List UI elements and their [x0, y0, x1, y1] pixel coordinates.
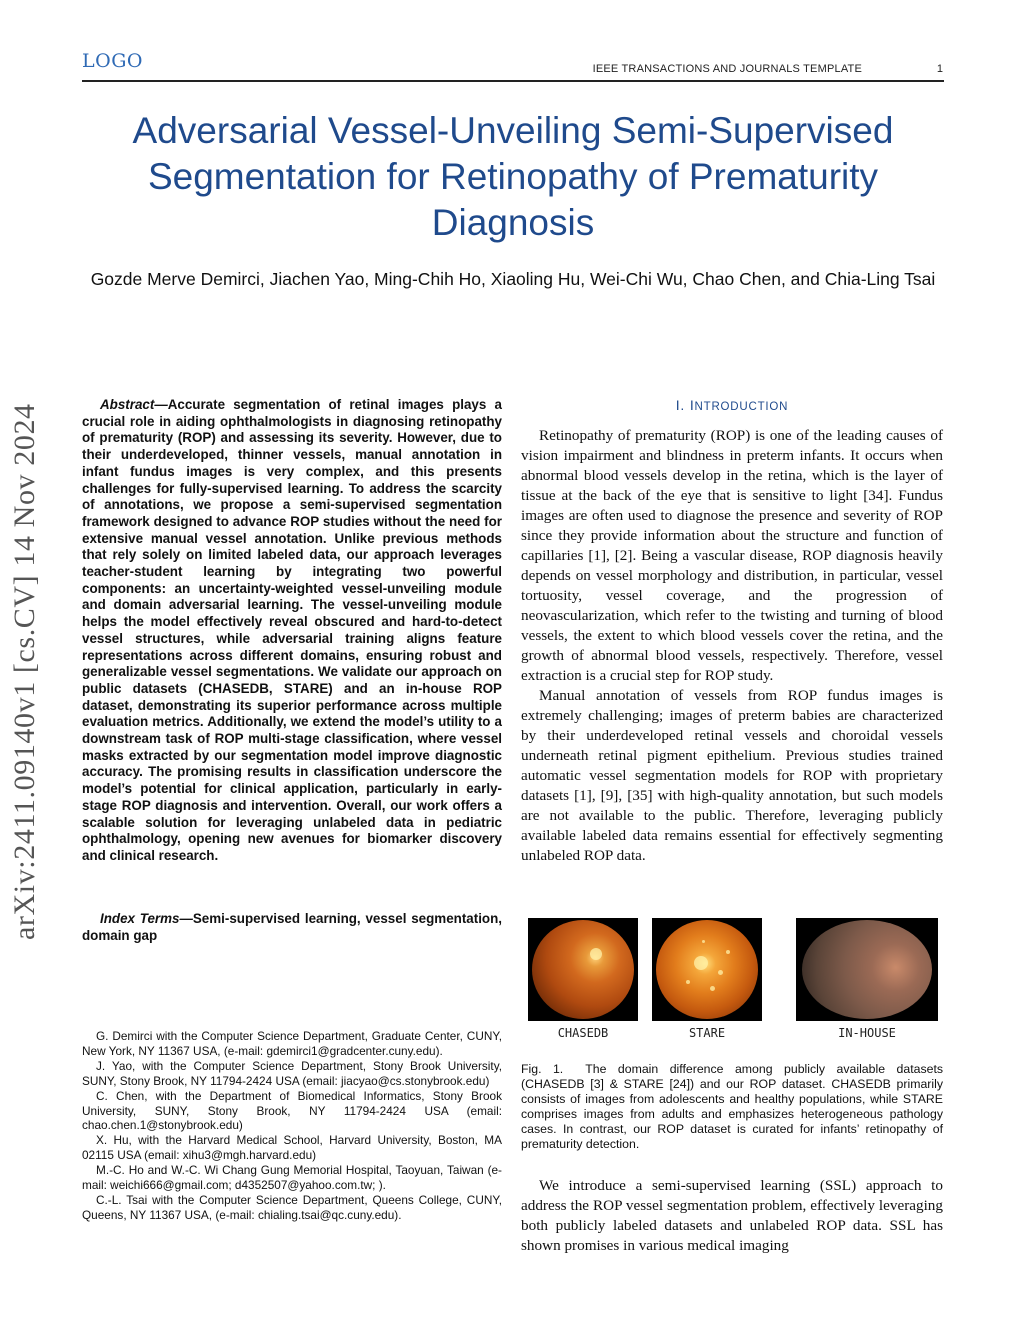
footnote: C.-L. Tsai with the Computer Science Department, Queens College, CUNY, Queens, NY 11367 USA, (e-mail: chialing.tsai@qc.cuny.edu).	[82, 1192, 502, 1222]
paper-title: Adversarial Vessel-Unveiling Semi-Supervised Segmentation for Retinopathy of Prematurity Diagnosis	[132, 110, 894, 243]
page-number: 1	[936, 63, 943, 75]
retina-photo	[802, 920, 932, 1019]
author-footnotes	[82, 1029, 502, 1223]
retina-photo	[532, 920, 634, 1019]
retina-photo	[656, 920, 758, 1019]
abstract-label: Abstract—	[100, 397, 168, 412]
index-terms-text: Semi-supervised learning, vessel segmentation, domain gap	[82, 911, 502, 943]
index-terms	[82, 911, 502, 944]
figure-label-in-house: IN-HOUSE	[838, 1026, 896, 1040]
figure-label-chasedb: CHASEDB	[557, 1026, 609, 1040]
figure-1	[528, 918, 940, 1046]
fundus-image-in-house	[796, 918, 938, 1021]
index-terms-label: Index Terms—	[100, 911, 193, 926]
abstract	[82, 397, 502, 865]
footnote: G. Demirci with the Computer Science Department, Graduate Center, CUNY, New York, NY 11367 USA, (e-mail: gdemirci1@gradcenter.cuny.edu).	[82, 1029, 502, 1058]
section-numeral: I.	[675, 397, 686, 413]
footnote: M.-C. Ho and W.-C. Wi Chang Gung Memorial Hospital, Taoyuan, Taiwan (e-mail: weichi666@gmail.com; d4352507@yahoo.com.tw; ).	[82, 1163, 502, 1193]
paragraph: Manual annotation of vessels from ROP fundus images is extremely challenging; images of preterm babies are characterized by their underdeveloped retinal vessels and choroidal vessels underneath retinal pigment epithelium. Previous studies trained automatic vessel segmentation models for ROP with proprietary datasets [1], [9], [35] with high-quality annotation, but such models are not available to the public. Therefore, leveraging publicly available labeled data remains essential for effectively segmenting unlabeled ROP data.	[521, 687, 943, 864]
caption-text: The domain difference among publicly available datasets (CHASEDB [3] & STARE [24]) and our ROP dataset. CHASEDB primarily consists of images from adolescents and healthy populations, while STARE comprises images from adults and emphasizes heterogeneous pathology cases. In contrast, our ROP dataset is curated for infants’ retinopathy of prematurity detection.	[521, 1062, 944, 1151]
section-title-rest: NTRODUCTION	[694, 401, 789, 413]
figure-number: Fig. 1.	[521, 1062, 564, 1076]
section-heading-introduction	[520, 397, 944, 413]
header-rule	[82, 80, 944, 82]
abstract-text: Accurate segmentation of retinal images plays a crucial role in aiding ophthalmologists in diagnosing retinopathy of prematurity (ROP) and assessing its severity. However, due to their underdeveloped, thinner vessels, manual annotation in infant fundus images is very complex, and this presents challenges for fully-supervised learning. To address the scarcity of annotations, we propose a semi-supervised segmentation framework designed to advance ROP studies without the need for extensive manual vessel annotation. Unlike previous methods that rely solely on limited labeled data, our approach leverages teacher-student learning by integrating two powerful components: an uncertainty-weighted vessel-unveiling module and domain adversarial learning. The vessel-unveiling module helps the model effectively reveal obscured and hard-to-detect vessel structures, while adversarial training aligns feature representations across different domains, ensuring robust and generalizable vessel segmentations. We validate our approach on public datasets (CHASEDB, STARE) and an in-house ROP dataset, demonstrating its superior performance across multiple evaluation metrics. Additionally, we extend the model’s utility to a downstream task of ROP multi-stage classification, where vessel masks extracted by our segmentation model improve diagnostic accuracy. The promising results in classification underscore the model’s potential for clinical application, particularly in early-stage ROP diagnosis and intervention. Overall, our work offers a scalable solution for leveraging unlabeled data in pediatric ophthalmology, opening new avenues for biomarker discovery and clinical research.	[82, 397, 502, 863]
fundus-image-stare	[652, 918, 762, 1021]
paragraph: Retinopathy of prematurity (ROP) is one of the leading causes of vision impairment and blindness in preterm infants. It occurs when abnormal blood vessels develop in the retina, which is the layer of tissue at the back of the eye that is sensitive to light [34]. Fundus images are often used to diagnose the presence and severity of ROP since they provide information about the structure and function of capillaries [1], [2]. Being a vascular disease, ROP diagnosis heavily depends on vessel morphology and distribution, in particular, vessel tortuosity, vessel coverage, and the progression of neovascularization, which refer to the twisting and turning of blood vessels, the extent to which blood vessels cover the retina, and the growth of abnormal blood vessels, respectively. Therefore, vessel extraction is a crucial step for ROP study.	[521, 427, 943, 684]
logo: LOGO	[82, 50, 143, 72]
introduction-continuation: We introduce a semi-supervised learning (SSL) approach to address the ROP vessel segmentation problem, effectively leveraging both publicly labeled datasets and unlabeled ROP data. SSL has shown promises in various medical imaging	[521, 1177, 943, 1254]
footnote: X. Hu, with the Harvard Medical School, Harvard University, Boston, MA 02115 USA (email: xihu3@mgh.harvard.edu)	[82, 1133, 502, 1163]
fundus-image-chasedb	[528, 918, 638, 1021]
paper-authors: Gozde Merve Demirci, Jiachen Yao, Ming-Chih Ho, Xiaoling Hu, Wei-Chi Wu, Chao Chen, and Chia-Ling Tsai	[90, 269, 936, 289]
footnote: J. Yao, with the Computer Science Department, Stony Brook University, SUNY, Stony Brook, NY 11794-2424 USA (email: jiacyao@cs.stonybrook.edu)	[82, 1058, 502, 1088]
arxiv-identifier: arXiv:2411.09140v1 [cs.CV] 14 Nov 2024	[8, 403, 41, 940]
section-title-initial: I	[689, 397, 695, 413]
journal-header: IEEE TRANSACTIONS AND JOURNALS TEMPLATE	[592, 63, 862, 75]
footnote: C. Chen, with the Department of Biomedical Informatics, Stony Brook University, SUNY, Stony Brook, NY 11794-2424 USA (email: chao.chen.1@stonybrook.edu)	[82, 1088, 502, 1133]
figure-1-caption	[521, 1062, 943, 1152]
figure-label-stare: STARE	[688, 1026, 726, 1040]
introduction-body	[521, 426, 943, 866]
